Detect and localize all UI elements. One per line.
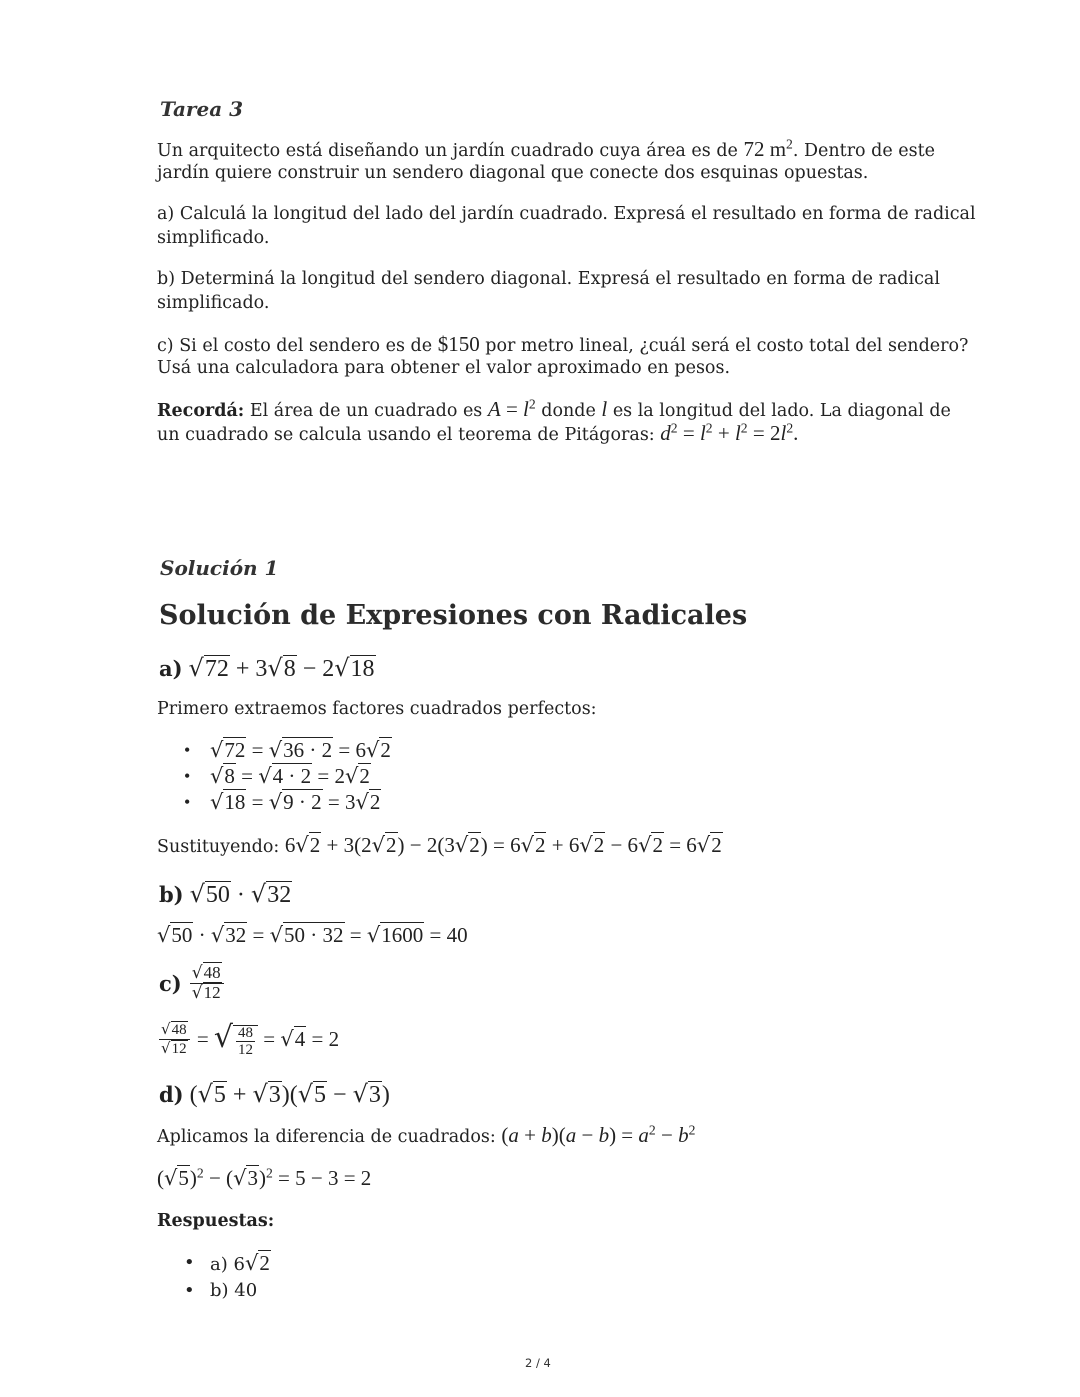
factor-list: [184, 737, 392, 815]
tarea-heading: Tarea 3: [160, 97, 244, 121]
area-value: 72 $m^2$: [743, 136, 793, 161]
item-b-line-2: simplificado.: [157, 293, 270, 313]
solucion-title: Solución de Expresiones con Radicales: [159, 600, 748, 631]
intro-line-1: [157, 137, 935, 163]
answer-item: • b) 40: [184, 1280, 258, 1301]
recorda-line-1: Recordá: El área de un cuadrado es $A = l^2$ donde l es la longitud del lado. La diagonal de: [157, 396, 951, 421]
recorda-line-2: un cuadrado se calcula usando el teorema de Pitágoras: $d^2 = l^2 + l^2 = 2l^2$.: [157, 420, 799, 445]
item-a-line-2: simplificado.: [157, 228, 270, 248]
page-number: 2 / 4: [525, 1356, 551, 1370]
factor-item: • √8 = √4 · 2 = 2√2: [184, 764, 370, 788]
factor-item: • √18 = √9 · 2 = 3√2: [184, 790, 381, 814]
intro-text-end: . Dentro de este: [792, 141, 936, 161]
problem-c-heading: c) $\frac{√48}{√12}$: [159, 964, 226, 1003]
problem-a-heading: a) √72 + 3√8 − 2√18: [159, 654, 375, 682]
problem-c-solution: $\frac{√48}{√12}$ = √ $\frac{48}{12}$ = √4 = 2: [161, 1019, 340, 1059]
problem-d-intro: Aplicamos la diferencia de cuadrados: $(a + b)(a - b) = a^2 - b^2$: [157, 1122, 696, 1147]
pythagoras-formula: $d^2 = l^2 + l^2 = 2l^2$.: [660, 420, 799, 445]
problem-b-heading: b) √50 · √32: [159, 880, 292, 908]
problem-d-heading: d) (√5 + √3)(√5 − √3): [159, 1080, 390, 1108]
problem-b-solution: √50 · √32 = √50 · 32 = √1600 = 40: [157, 923, 468, 947]
item-c-line-1: c) Si el costo del sendero es de $150 por metro lineal, ¿cuál será el costo total del sendero?: [157, 332, 969, 356]
item-a-line-1: a) Calculá la longitud del lado del jardín cuadrado. Expresá el resultado en forma de radical: [157, 204, 976, 224]
problem-d-solution: $(√5)^2 - (√3)^2 = 5 - 3 = 2$: [157, 1165, 372, 1190]
respuestas-label: Respuestas:: [157, 1211, 275, 1231]
sustituyendo-line: Sustituyendo: 6√2 + 3(2√2) − 2(3√2) = 6√2 + 6√2 − 6√2 = 6√2: [157, 833, 722, 857]
intro-text: Un arquitecto está diseñando un jardín cuadrado cuya área es de: [157, 141, 744, 161]
problem-a-intro: Primero extraemos factores cuadrados perfectos:: [157, 699, 597, 719]
intro-line-2: jardín quiere construir un sendero diagonal que conecte dos esquinas opuestas.: [157, 163, 869, 183]
item-b-line-1: b) Determiná la longitud del sendero diagonal. Expresá el resultado en forma de radical: [157, 269, 940, 289]
item-c-line-2: Usá una calculadora para obtener el valor aproximado en pesos.: [157, 358, 731, 378]
recorda-label: Recordá:: [157, 401, 245, 421]
solucion-heading: Solución 1: [160, 556, 279, 580]
answer-item: • a) 6√2: [184, 1251, 270, 1275]
price-value: $150: [437, 332, 480, 356]
area-formula: $A = l^2$: [487, 396, 536, 421]
factor-item: • √72 = √36 · 2 = 6√2: [184, 738, 391, 762]
respuestas-list: [184, 1250, 271, 1304]
